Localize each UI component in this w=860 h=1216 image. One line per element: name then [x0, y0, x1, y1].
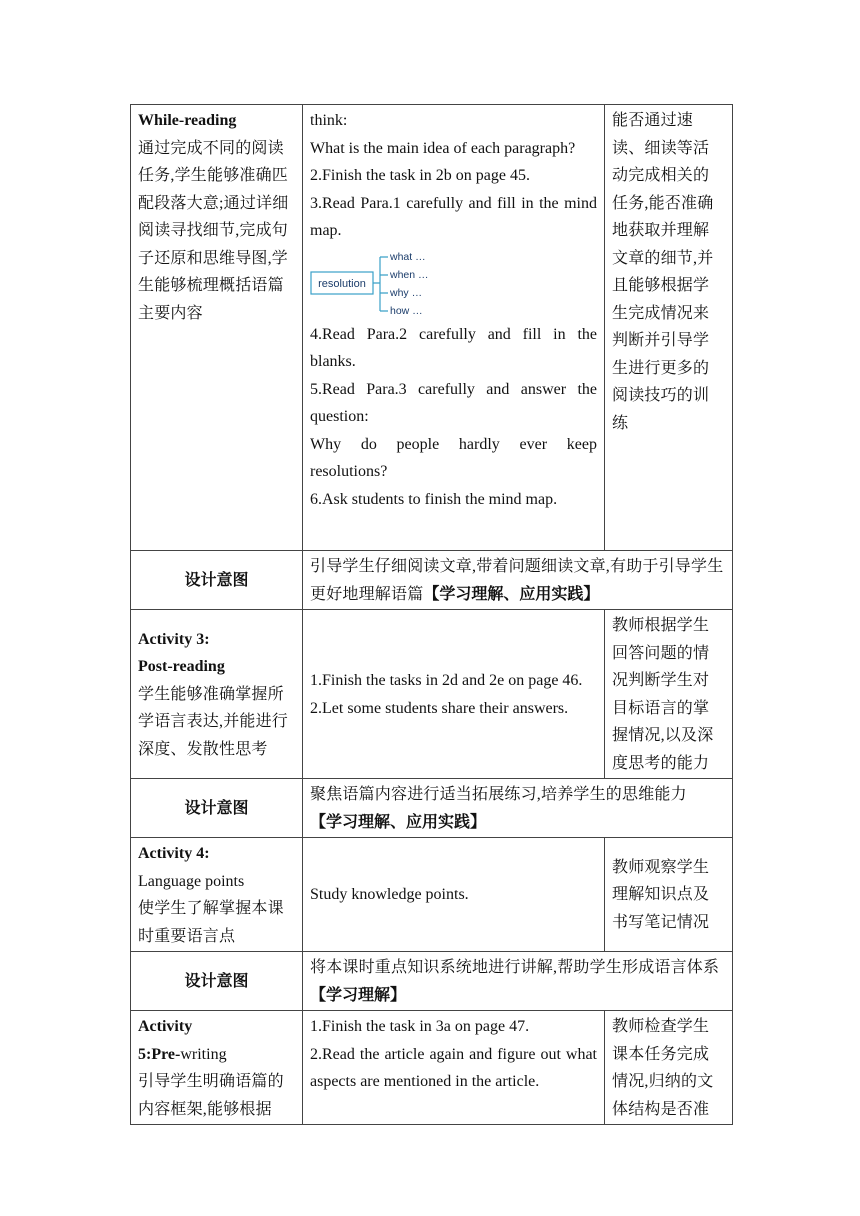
activity-cell	[131, 610, 303, 779]
activity-title: Activity 3:	[138, 630, 210, 648]
step-text: 5.Read Para.3 carefully and answer the question:	[310, 380, 597, 425]
lesson-plan-table	[130, 104, 733, 1125]
design-text-cell	[303, 779, 733, 838]
activity-title: Activity 4:	[138, 845, 210, 862]
row-design-intent	[131, 551, 733, 610]
activity-cell	[131, 838, 303, 952]
step-text: think:	[310, 112, 348, 129]
activity-subtitle: Language points	[138, 872, 245, 890]
row-activity-5	[131, 1011, 733, 1125]
steps-cell	[303, 838, 605, 952]
step-text: Why do people hardly ever keep resolutions?	[310, 435, 597, 480]
activity-subtitle: 5:Pre-	[138, 1045, 181, 1063]
step-text: 3.Read Para.1 carefully and fill in the mind map.	[310, 194, 597, 239]
row-design-intent	[131, 952, 733, 1011]
evaluation-text: 能否通过速读、细读等活动完成相关的任务,能否准确地获取并理解文章的细节,并且能够根据学生完成情况来判断并引导学生进行更多的阅读技巧的训练	[612, 112, 714, 432]
evaluation-cell	[605, 838, 733, 952]
mind-map-branch: when …	[390, 268, 429, 281]
design-tag: 【学习理解、应用实践】	[423, 585, 600, 603]
row-activity-3	[131, 610, 733, 779]
activity-title: While-reading	[138, 112, 237, 129]
evaluation-text: 教师根据学生回答问题的情况判断学生对目标语言的掌握情况,以及深度思考的能力	[612, 617, 714, 772]
step-text: 1.Finish the tasks in 2d and 2e on page 46.	[310, 672, 583, 689]
design-tag: 【学习理解】	[310, 986, 407, 1004]
step-text: 6.Ask students to finish the mind map.	[310, 490, 558, 508]
step-text: 2.Let some students share their answers.	[310, 699, 569, 717]
evaluation-text: 教师检查学生课本任务完成情况,归纳的文体结构是否准	[612, 1018, 714, 1118]
design-text: 引导学生仔细阅读文章,带着问题细读文章,有助于引导学生更好地理解语篇	[310, 558, 724, 603]
design-text: 将本课时重点知识系统地进行讲解,帮助学生形成语言体系	[310, 959, 720, 976]
activity-goal: 学生能够准确掌握所学语言表达,并能进行深度、发散性思考	[138, 685, 289, 758]
activity-cell	[131, 105, 303, 551]
row-design-intent	[131, 779, 733, 838]
mind-map-branch-lines	[373, 257, 388, 311]
design-text-cell	[303, 551, 733, 610]
evaluation-cell	[605, 1011, 733, 1125]
mind-map-center-label: resolution	[318, 277, 366, 290]
step-text: What is the main idea of each paragraph?	[310, 139, 576, 157]
evaluation-cell	[605, 105, 733, 551]
row-activity-4	[131, 838, 733, 952]
steps-cell	[303, 1011, 605, 1125]
step-text: 2.Read the article again and figure out what aspects are mentioned in the article.	[310, 1045, 597, 1090]
design-text-cell	[303, 952, 733, 1011]
step-text: 4.Read Para.2 carefully and fill in the blanks.	[310, 325, 597, 370]
design-label: 设计意图	[131, 952, 303, 1011]
step-text: Study knowledge points.	[310, 886, 469, 904]
activity-goal: 使学生了解掌握本课时重要语言点	[138, 900, 284, 945]
steps-cell	[303, 610, 605, 779]
step-text: 1.Finish the task in 3a on page 47.	[310, 1018, 530, 1035]
activity-goal: 引导学生明确语篇的内容框架,能够根据	[138, 1073, 284, 1118]
design-text: 聚焦语篇内容进行适当拓展练习,培养学生的思维能力	[310, 786, 687, 803]
mind-map-branch: how …	[390, 304, 423, 317]
evaluation-cell	[605, 610, 733, 779]
mind-map-branch: what …	[390, 250, 426, 263]
mind-map-diagram	[310, 249, 460, 319]
design-label: 设计意图	[131, 551, 303, 610]
evaluation-text: 教师观察学生理解知识点及书写笔记情况	[612, 858, 710, 931]
activity-title: Activity	[138, 1018, 193, 1035]
design-label: 设计意图	[131, 779, 303, 838]
step-text: 2.Finish the task in 2b on page 45.	[310, 167, 530, 184]
activity-subtitle: Post-reading	[138, 658, 225, 676]
activity-subtitle-rest: writing	[180, 1045, 227, 1063]
activity-cell	[131, 1011, 303, 1125]
design-tag: 【学习理解、应用实践】	[310, 813, 487, 831]
mind-map-branch: why …	[390, 286, 423, 299]
activity-goal: 通过完成不同的阅读任务,学生能够准确匹配段落大意;通过详细阅读寻找细节,完成句子还原和思维导图,学生能够梳理概括语篇主要内容	[138, 139, 289, 322]
row-while-reading	[131, 105, 733, 551]
steps-cell	[303, 105, 605, 551]
